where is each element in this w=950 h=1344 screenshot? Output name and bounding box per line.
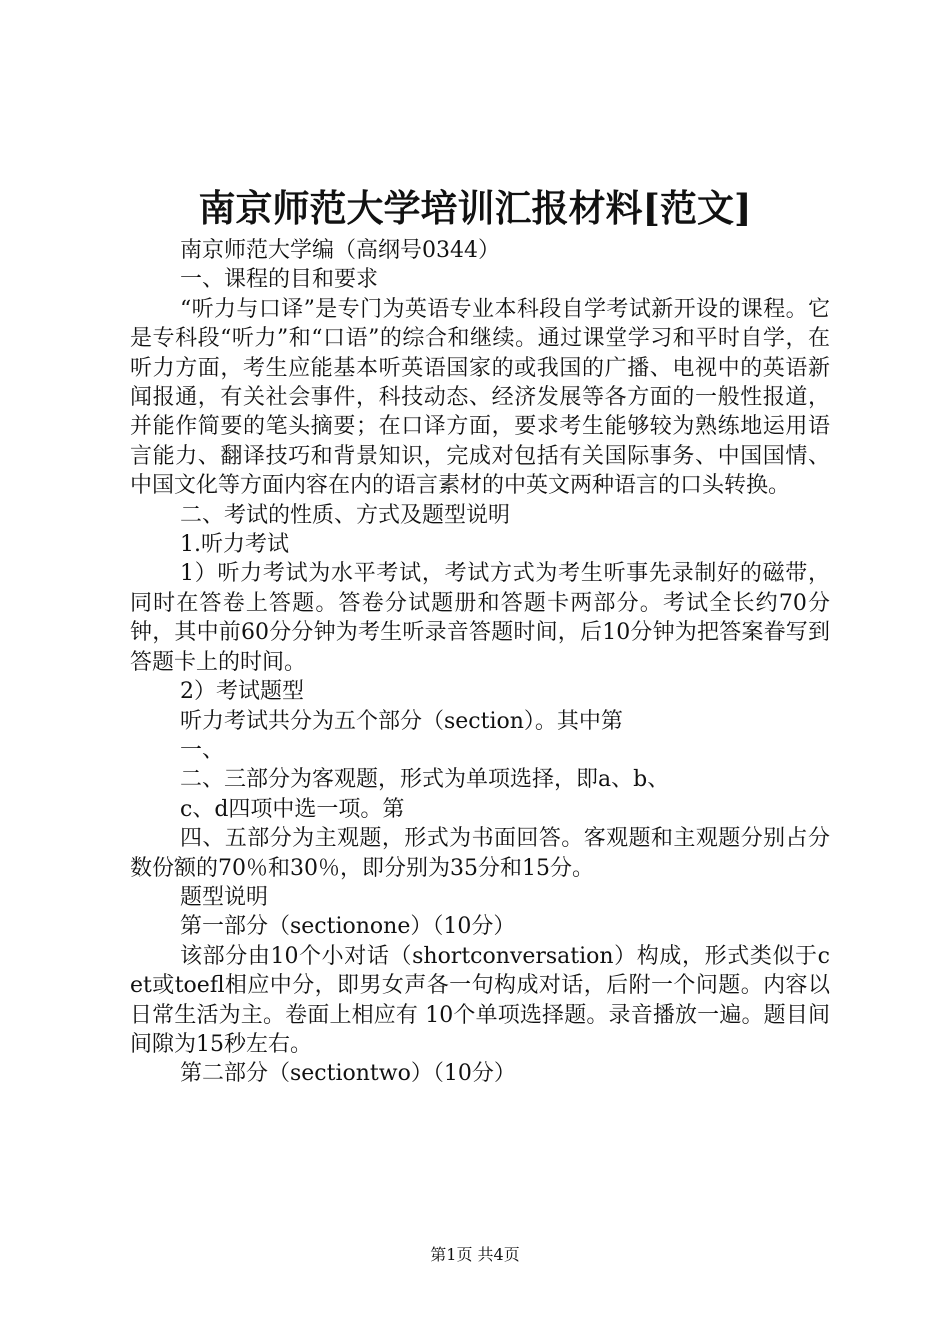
subsection-heading: 第二部分（sectiontwo）（10分）	[180, 1061, 516, 1087]
document-body	[130, 236, 830, 1089]
paragraph: 四、五部分为主观题，形式为书面回答。客观题和主观题分别占分数份额的70％和30％，即分别为35分和15分。	[130, 826, 830, 881]
section-heading: 一、课程的目和要求	[180, 267, 379, 293]
subsection-heading: 1.听力考试	[180, 532, 289, 558]
paragraph: 1）听力考试为水平考试，考试方式为考生听事先录制好的磁带，同时在答卷上答题。答卷分试题册和答题卡两部分。考试全长约70分钟，其中前60分分钟为考生听录音答题时间，后10分钟为把答案眷写到答题卡上的时间。	[130, 561, 830, 675]
paragraph: 二、三部分为客观题，形式为单项选择，即a、b、	[180, 767, 670, 793]
paragraph: 一、	[180, 737, 225, 763]
paragraph: 该部分由10个小对话（shortconversation）构成，形式类似于cet或toefl相应中分，即男女声各一句构成对话，后附一个问题。内容以日常生活为主。卷面上相应有 10个单项选择题。录音播放一遍。题目间间隙为15秒左右。	[130, 943, 830, 1057]
subsection-heading: 2）考试题型	[180, 679, 304, 705]
page-footer: 第1页 共4页	[430, 1245, 520, 1264]
subsection-heading: 题型说明	[180, 884, 269, 910]
paragraph: 听力考试共分为五个部分（section）。其中第	[180, 708, 623, 734]
paragraph: “听力与口译”是专门为英语专业本科段自学考试新开设的课程。它是专科段“听力”和“口语”的综合和继续。通过课堂学习和平时自学，在听力方面，考生应能基本听英语国家的或我国的广播、电视中的英语新闻报通，有关社会事件，科技动态、经济发展等各方面的一般性报道，并能作简要的笔头摘要；在口译方面，要求考生能够较为熟练地运用语言能力、翻译技巧和背景知识，完成对包括有关国际事务、中国国情、中国文化等方面内容在内的语言素材的中英文两种语言的口头转换。	[130, 296, 830, 499]
document-title: 南京师范大学培训汇报材料[范文]	[198, 186, 752, 230]
section-heading: 二、考试的性质、方式及题型说明	[180, 502, 511, 528]
paragraph: c、d四项中选一项。第	[180, 796, 405, 822]
subsection-heading: 第一部分（sectionone）（10分）	[180, 914, 516, 940]
paragraph: 南京师范大学编（高纲号0344）	[180, 238, 500, 263]
